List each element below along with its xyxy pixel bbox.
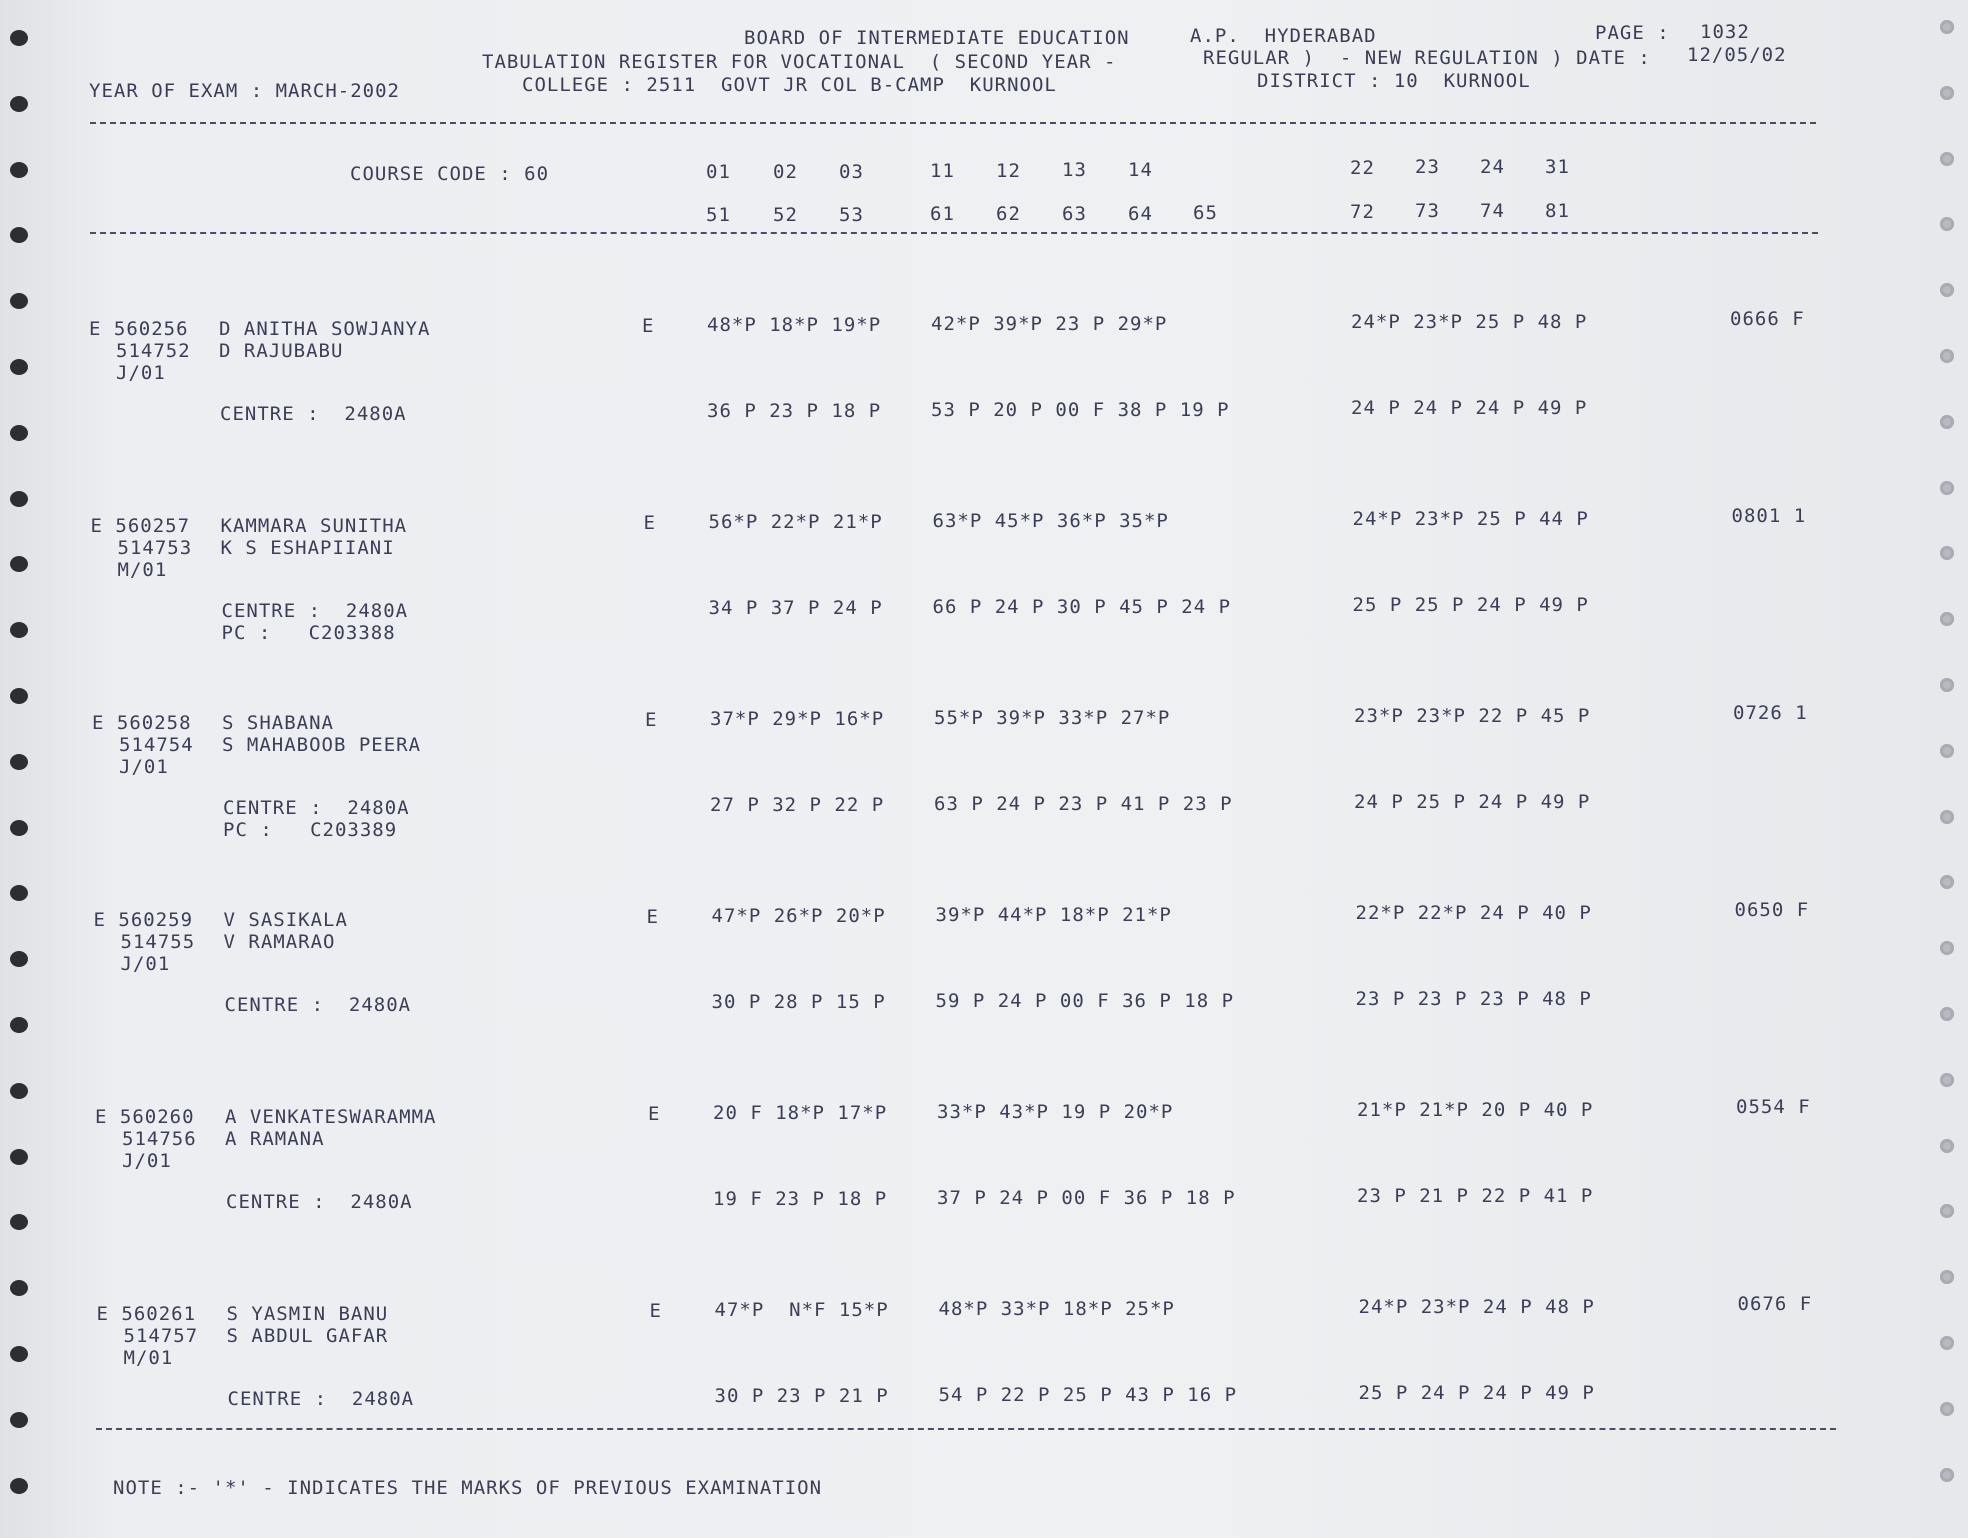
pc-number: PC : C203389 bbox=[223, 819, 398, 841]
feed-hole bbox=[1940, 744, 1954, 758]
subject-code: 52 bbox=[773, 204, 798, 226]
feed-hole bbox=[10, 359, 28, 375]
feed-hole bbox=[1940, 86, 1954, 100]
part-b-marks-current: 59 P 24 P 00 F 36 P 18 P bbox=[935, 990, 1235, 1012]
page-label: PAGE : bbox=[1595, 22, 1670, 44]
part-a-marks-previous: 20 F 18*P 17*P bbox=[713, 1102, 888, 1124]
feed-hole bbox=[10, 293, 28, 309]
part-c-marks-previous: 22*P 22*P 24 P 40 P bbox=[1355, 902, 1592, 924]
medium-code: E bbox=[648, 1103, 661, 1125]
subject-code: 13 bbox=[1062, 159, 1087, 181]
feed-hole bbox=[10, 622, 28, 638]
footnote: NOTE :- '*' - INDICATES THE MARKS OF PREVIOUS EXAMINATION bbox=[113, 1477, 823, 1499]
feed-hole bbox=[1940, 875, 1954, 889]
subject-code: 12 bbox=[996, 160, 1021, 182]
feed-hole bbox=[10, 227, 28, 243]
subject-code: 62 bbox=[996, 203, 1021, 225]
father-name: V RAMARAO bbox=[223, 931, 336, 953]
part-a-marks-previous: 56*P 22*P 21*P bbox=[708, 511, 883, 533]
feed-hole bbox=[10, 96, 28, 112]
part-b-marks-current: 63 P 24 P 23 P 41 P 23 P bbox=[934, 793, 1233, 815]
part-b-marks-previous: 63*P 45*P 36*P 35*P bbox=[932, 510, 1169, 532]
student-name: V SASIKALA bbox=[223, 909, 348, 931]
feed-hole bbox=[10, 556, 28, 572]
feed-hole bbox=[10, 1083, 28, 1099]
subject-code: 73 bbox=[1415, 200, 1440, 222]
feed-hole bbox=[1940, 415, 1954, 429]
feed-hole bbox=[1940, 1073, 1954, 1087]
medium-code: E bbox=[643, 512, 656, 534]
feed-hole bbox=[10, 1149, 28, 1165]
part-a-marks-previous: 47*P 26*P 20*P bbox=[711, 905, 886, 927]
exam-centre: CENTRE : 2480A bbox=[227, 1388, 415, 1410]
subject-code: 31 bbox=[1545, 156, 1570, 178]
feed-hole bbox=[1940, 612, 1954, 626]
medium-code: E bbox=[642, 315, 655, 337]
part-a-marks-previous: 48*P 18*P 19*P bbox=[707, 314, 882, 336]
part-c-marks-previous: 23*P 23*P 22 P 45 P bbox=[1354, 705, 1591, 727]
feed-hole bbox=[1940, 678, 1954, 692]
feed-hole bbox=[10, 30, 28, 46]
subject-code: 01 bbox=[706, 161, 731, 183]
regulation-date-label: REGULAR ) - NEW REGULATION ) DATE : bbox=[1203, 47, 1651, 69]
feed-hole bbox=[10, 1412, 28, 1428]
district-line: DISTRICT : 10 KURNOOL bbox=[1257, 70, 1531, 92]
feed-hole bbox=[10, 1280, 28, 1296]
state-city: A.P. HYDERABAD bbox=[1190, 25, 1377, 47]
footer-divider bbox=[96, 1428, 1836, 1430]
subject-code: 11 bbox=[930, 160, 955, 182]
grand-total-result: 0801 1 bbox=[1731, 505, 1807, 527]
exam-centre: CENTRE : 2480A bbox=[224, 994, 412, 1016]
feed-hole bbox=[10, 820, 28, 836]
father-name: S ABDUL GAFAR bbox=[226, 1325, 389, 1347]
registration-number: 514756 bbox=[122, 1128, 197, 1150]
hall-ticket-number: E 560260 bbox=[95, 1106, 195, 1128]
subject-code: 14 bbox=[1128, 159, 1153, 181]
registration-number: 514757 bbox=[123, 1325, 199, 1347]
subject-code: 74 bbox=[1480, 200, 1505, 222]
board-title: BOARD OF INTERMEDIATE EDUCATION bbox=[744, 27, 1130, 49]
feed-hole bbox=[1940, 152, 1954, 166]
subject-code: 02 bbox=[773, 161, 798, 183]
part-b-marks-current: 37 P 24 P 00 F 36 P 18 P bbox=[937, 1187, 1236, 1209]
feed-hole bbox=[1940, 1204, 1954, 1218]
student-name: D ANITHA SOWJANYA bbox=[219, 318, 431, 340]
feed-hole bbox=[10, 1017, 28, 1033]
feed-hole bbox=[1940, 349, 1954, 363]
student-name: S YASMIN BANU bbox=[226, 1303, 389, 1325]
part-b-marks-current: 54 P 22 P 25 P 43 P 16 P bbox=[938, 1384, 1238, 1406]
feed-hole bbox=[1940, 1007, 1954, 1021]
part-c-marks-previous: 21*P 21*P 20 P 40 P bbox=[1357, 1099, 1594, 1121]
part-c-marks-current: 25 P 25 P 24 P 49 P bbox=[1352, 594, 1589, 616]
hall-ticket-number: E 560259 bbox=[93, 909, 194, 931]
part-c-marks-previous: 24*P 23*P 25 P 44 P bbox=[1352, 508, 1589, 530]
category-code: J/01 bbox=[120, 953, 171, 975]
part-c-marks-current: 25 P 24 P 24 P 49 P bbox=[1358, 1382, 1595, 1404]
part-b-marks-previous: 55*P 39*P 33*P 27*P bbox=[934, 707, 1171, 729]
hall-ticket-number: E 560258 bbox=[92, 712, 192, 734]
part-c-marks-current: 24 P 25 P 24 P 49 P bbox=[1354, 791, 1591, 813]
part-a-marks-previous: 37*P 29*P 16*P bbox=[710, 708, 885, 730]
category-code: M/01 bbox=[117, 559, 168, 581]
part-b-marks-previous: 42*P 39*P 23 P 29*P bbox=[931, 313, 1168, 335]
feed-hole bbox=[1940, 1139, 1954, 1153]
subject-code: 23 bbox=[1415, 156, 1440, 178]
part-b-marks-previous: 48*P 33*P 18*P 25*P bbox=[938, 1298, 1175, 1320]
medium-code: E bbox=[645, 709, 658, 731]
feed-hole bbox=[1940, 283, 1954, 297]
exam-centre: CENTRE : 2480A bbox=[223, 797, 410, 819]
registration-number: 514754 bbox=[119, 734, 194, 756]
feed-hole bbox=[10, 425, 28, 441]
register-title: TABULATION REGISTER FOR VOCATIONAL ( SECOND YEAR - bbox=[482, 51, 1117, 73]
feed-hole bbox=[10, 1214, 28, 1230]
part-a-marks-current: 30 P 28 P 15 P bbox=[711, 991, 886, 1013]
feed-hole bbox=[10, 885, 28, 901]
column-header-divider bbox=[90, 232, 1818, 234]
father-name: D RAJUBABU bbox=[219, 340, 344, 362]
registration-number: 514753 bbox=[117, 537, 193, 559]
grand-total-result: 0650 F bbox=[1734, 899, 1810, 921]
report-date: 12/05/02 bbox=[1687, 44, 1787, 66]
student-name: KAMMARA SUNITHA bbox=[220, 515, 408, 537]
feed-hole bbox=[1940, 1336, 1954, 1350]
part-c-marks-current: 23 P 21 P 22 P 41 P bbox=[1357, 1185, 1594, 1207]
subject-code: 24 bbox=[1480, 156, 1505, 178]
feed-hole bbox=[1940, 941, 1954, 955]
feed-hole bbox=[10, 1346, 28, 1362]
feed-hole bbox=[1940, 1402, 1954, 1416]
part-b-marks-current: 66 P 24 P 30 P 45 P 24 P bbox=[932, 596, 1232, 618]
subject-code: 22 bbox=[1350, 157, 1375, 179]
part-a-marks-current: 34 P 37 P 24 P bbox=[708, 597, 883, 619]
feed-hole bbox=[1940, 810, 1954, 824]
exam-centre: CENTRE : 2480A bbox=[220, 403, 407, 425]
father-name: S MAHABOOB PEERA bbox=[222, 734, 422, 756]
part-a-marks-current: 19 F 23 P 18 P bbox=[713, 1188, 888, 1210]
feed-hole bbox=[1940, 546, 1954, 560]
exam-centre: CENTRE : 2480A bbox=[221, 600, 409, 622]
grand-total-result: 0726 1 bbox=[1733, 702, 1808, 724]
feed-hole bbox=[10, 688, 28, 704]
feed-hole bbox=[10, 754, 28, 770]
feed-hole bbox=[1940, 1270, 1954, 1284]
category-code: J/01 bbox=[119, 756, 169, 778]
page-number: 1032 bbox=[1700, 21, 1750, 43]
registration-number: 514755 bbox=[120, 931, 196, 953]
feed-hole bbox=[10, 951, 28, 967]
subject-code: 72 bbox=[1350, 201, 1375, 223]
part-a-marks-current: 36 P 23 P 18 P bbox=[707, 400, 882, 422]
grand-total-result: 0666 F bbox=[1730, 308, 1805, 330]
hall-ticket-number: E 560257 bbox=[90, 515, 191, 537]
feed-hole bbox=[1940, 20, 1954, 34]
year-of-exam: YEAR OF EXAM : MARCH-2002 bbox=[89, 80, 400, 102]
subject-code: 64 bbox=[1128, 203, 1153, 225]
medium-code: E bbox=[646, 906, 659, 928]
subject-code: 53 bbox=[839, 204, 864, 226]
category-code: M/01 bbox=[123, 1347, 174, 1369]
part-a-marks-previous: 47*P N*F 15*P bbox=[714, 1299, 889, 1321]
student-name: A VENKATESWARAMMA bbox=[225, 1106, 437, 1128]
hall-ticket-number: E 560261 bbox=[96, 1303, 197, 1325]
feed-hole bbox=[10, 162, 28, 178]
subject-code: 61 bbox=[930, 203, 955, 225]
feed-hole bbox=[1940, 481, 1954, 495]
feed-hole bbox=[10, 1478, 28, 1494]
father-name: K S ESHAPIIANI bbox=[220, 537, 395, 559]
subject-code: 65 bbox=[1193, 202, 1218, 224]
part-b-marks-previous: 33*P 43*P 19 P 20*P bbox=[937, 1101, 1174, 1123]
hall-ticket-number: E 560256 bbox=[89, 318, 189, 340]
feed-hole bbox=[1940, 1468, 1954, 1482]
college-line: COLLEGE : 2511 GOVT JR COL B-CAMP KURNOOL bbox=[522, 74, 1057, 96]
part-c-marks-previous: 24*P 23*P 25 P 48 P bbox=[1351, 311, 1588, 333]
feed-hole bbox=[10, 491, 28, 507]
subject-code: 51 bbox=[706, 204, 731, 226]
part-c-marks-previous: 24*P 23*P 24 P 48 P bbox=[1358, 1296, 1595, 1318]
grand-total-result: 0676 F bbox=[1737, 1293, 1813, 1315]
part-a-marks-current: 30 P 23 P 21 P bbox=[714, 1385, 889, 1407]
part-c-marks-current: 23 P 23 P 23 P 48 P bbox=[1355, 988, 1592, 1010]
exam-centre: CENTRE : 2480A bbox=[226, 1191, 413, 1213]
subject-code: 81 bbox=[1545, 200, 1570, 222]
subject-code: 63 bbox=[1062, 203, 1087, 225]
part-c-marks-current: 24 P 24 P 24 P 49 P bbox=[1351, 397, 1588, 419]
registration-number: 514752 bbox=[116, 340, 191, 362]
category-code: J/01 bbox=[116, 362, 166, 384]
part-b-marks-previous: 39*P 44*P 18*P 21*P bbox=[935, 904, 1172, 926]
medium-code: E bbox=[649, 1300, 662, 1322]
grand-total-result: 0554 F bbox=[1736, 1096, 1811, 1118]
left-perforation-strip bbox=[6, 0, 36, 1538]
pc-number: PC : C203388 bbox=[221, 622, 396, 644]
part-a-marks-current: 27 P 32 P 22 P bbox=[710, 794, 885, 816]
header-divider bbox=[90, 122, 1816, 124]
father-name: A RAMANA bbox=[225, 1128, 325, 1150]
part-b-marks-current: 53 P 20 P 00 F 38 P 19 P bbox=[931, 399, 1230, 421]
feed-hole bbox=[1940, 217, 1954, 231]
course-code: COURSE CODE : 60 bbox=[350, 163, 550, 185]
right-perforation-strip bbox=[1932, 0, 1962, 1538]
subject-code: 03 bbox=[839, 161, 864, 183]
category-code: J/01 bbox=[122, 1150, 172, 1172]
student-name: S SHABANA bbox=[222, 712, 334, 734]
